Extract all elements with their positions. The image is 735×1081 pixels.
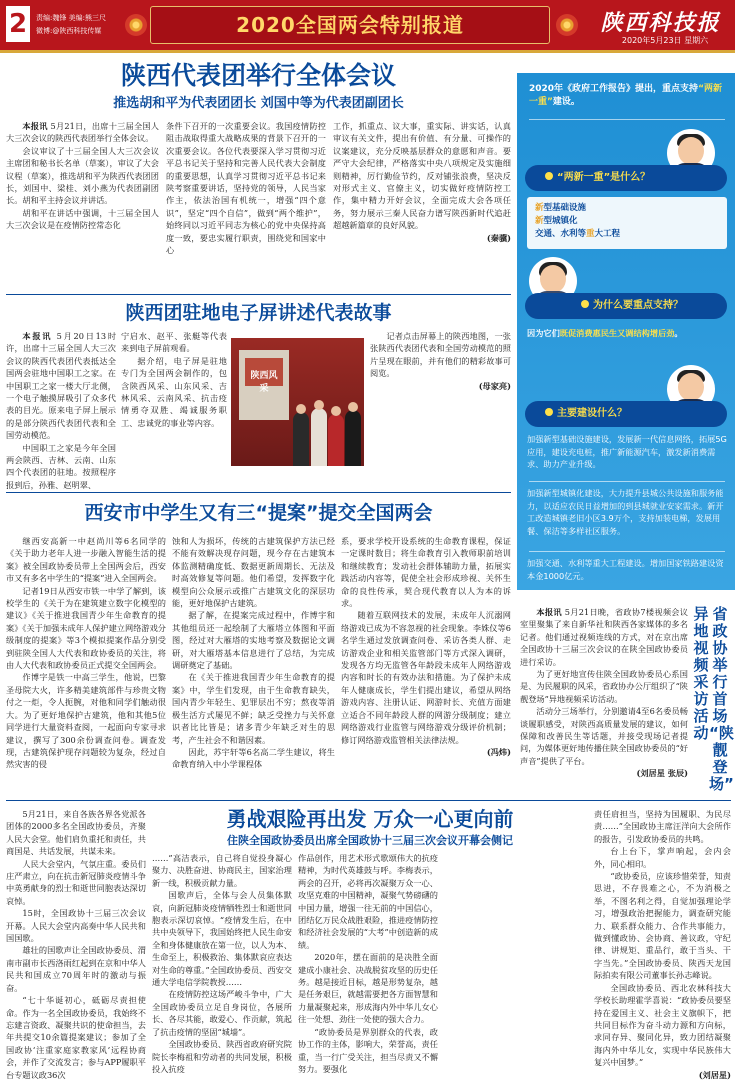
article4-lead: 本报讯 — [536, 607, 562, 617]
article2-text: 记者点击屏幕上的陕西地图，一张张陕西代表团代表和全国劳动模范的照片呈现在眼前，并有他们的精彩故事可阅览。 — [370, 331, 511, 379]
answer-text: 大工程 — [594, 229, 621, 239]
page-number: 2 — [6, 6, 30, 42]
article2-text: 据介绍，电子屏是驻地专门为全国两会制作的，包含陕西风采、山东风采、吉林风采、云南风采、抗击疫情勇夺双胜、竭诚服务职工、忠诚党的事业等内容。 — [121, 355, 227, 428]
sidebar-point-2: 加强新型城镇化建设，大力提升县城公共设施和服务能力，以适应农民日益增加的到县城就业安家需求。新开工改造城镇老旧小区3.9万个，支持加装电梯，发展用餐、保洁等多样社区服务。 — [527, 488, 724, 536]
answer-highlight: 新 — [535, 203, 544, 213]
article1-subtitle: 推选胡和平为代表团团长 刘国中等为代表团副团长 — [113, 96, 404, 111]
article5-text: 责任肩担当，坚持为国履职、为民尽责……”全国政协主席汪洋向大会所作的报告，引发政协委员的共鸣。 — [594, 809, 731, 844]
photo-person-head — [296, 404, 306, 414]
photo-person — [328, 414, 344, 466]
article1-column-2 — [166, 120, 326, 292]
flower-icon — [556, 14, 578, 36]
article3-text: 随着互联网技术的发展，未成年人沉溺网络游戏已成为不容忽视的社会现象。李姝仪等6名学生通过发放调查问卷、采访各类人群、走访游戏企业和相关监管部门等方式深入调研，发现各方均无监管各年龄段未成年人网络游戏内容和时长的有效办法和措施。为了保护未成年人健康成长，学生们提出建议，希望从网络游戏内容、注册认证、网游时长、充值方面建立适合不同年龄段人群的网游分级制度；建立网络游戏行业监管与网络游戏分级评价机制；修订网络游戏监管相关法律法规。 — [341, 610, 511, 745]
answer-text: 交通、水利等 — [535, 229, 587, 239]
section-divider — [6, 492, 511, 493]
sidebar-point-1: 加强新型基础设施建设，发展新一代信息网络，拓展5G应用，建设充电桩，推广新能源汽车，激发新消费需求、助力产业升级。 — [527, 434, 727, 469]
sidebar-answer-1 — [527, 197, 727, 249]
flower-icon — [125, 14, 147, 36]
answer-text: 型城镇化 — [543, 216, 578, 226]
editor-line-2: 微博:@陕西科技传媒 — [36, 27, 102, 35]
article3-text: 在《关于推进我国青少年生命教育的提案》中，学生们发现，由于生命教育缺失，国内青少年轻生、犯罪层出不穷；熬夜等消极生活方式屡见不鲜；缺乏受挫力与关怀意识者比比皆是；诸多青少年缺乏对生的思考，产生社会不和谐因素。 — [172, 672, 335, 745]
sidebar-question-text: 为什么要重点支持？ — [593, 300, 683, 311]
special-report-banner: 2020全国两会特别报道 — [150, 6, 550, 44]
article4-body — [520, 606, 688, 794]
article5-text: “政协委员是界别群众的代表，政协工作的主体，影响大，荣誉高，责任重，当一行广受关注，担当尽责又不懈努力。要强化 — [298, 1026, 438, 1074]
article3-title: 西安市中学生又有三“提案”提交全国两会 — [84, 502, 433, 524]
editor-line-1: 责编:魏锋 美编:熊三尺 — [36, 14, 106, 22]
photo-person — [293, 412, 309, 466]
article5-text: 全国政协委员、西北农林科技大学校长助理霍学喜说：“政协委员要坚持在爱国主义、社会主义旗帜下，把共同目标作为奋斗动力源和方向标，求同存异、聚同化异，致力团结凝聚海内外中华儿女，实现中华民族伟大复兴中国梦。” — [594, 982, 731, 1068]
article5-column-3 — [298, 852, 438, 1074]
article5-column-2 — [152, 852, 292, 1074]
article2-text: 中国职工之家是今年全国两会陕西、吉林、云南、山东四个代表团的驻地。按照程序报到后，孙雅、赵明翠、 — [6, 442, 116, 490]
sidebar-divider — [529, 551, 725, 552]
article1-column-1 — [6, 120, 159, 292]
article4-text: 5月21日晚，省政协7楼视频会议室里聚集了来自新华社和陕西各家媒体的多名记者。他们通过视频连线的方式，对在京出席全国政协十三届三次会议的在陕全国政协委员进行采访。 — [520, 607, 688, 667]
answer-highlight: 重 — [586, 229, 595, 239]
sidebar-divider — [529, 119, 725, 120]
article5-column-4 — [594, 808, 731, 1080]
sidebar-intro — [529, 83, 725, 109]
sidebar-answer-2 — [527, 327, 727, 340]
bullet-icon — [581, 300, 589, 308]
article1-column-3 — [333, 120, 511, 292]
article2-column-1 — [6, 330, 117, 490]
article2-text: 5月20日13时许，出席十三届全国人大三次会议的陕西代表团代表抵达全国两会驻地中国职工之家。在中国职工之家一楼大厅北侧，一个电子触摸屏吸引了众多代表的目光。原来电子屏上展示的是部分陕西代表团代表和全国劳动模范。 — [6, 331, 117, 441]
answer-highlight: 新 — [535, 216, 544, 226]
article1-text: 条件下召开的一次重要会议。我国疫情防控阻击战取得重大战略成果的背景下召开的一次重要会议。各位代表要深入学习贯彻习近平总书记关于坚持和完善人民代表大会制度的重要思想，认真学习贯彻习近平总书记来陕考察重要讲话，坚持党的领导，人民当家作主，依法治国有机统一，增强“四个意识”，坚定“四个自信”，做到“两个维护”，始终同以习近平同志为核心的党中央保持高度一致，要忠实履行职责，围绕党和国家中心 — [166, 121, 326, 256]
newspaper-masthead: 陕西科技报 — [600, 10, 721, 36]
photo-caption: 陕西风采 — [250, 371, 278, 394]
sidebar-divider — [529, 481, 725, 482]
article3-column-3 — [341, 535, 511, 797]
article3-text: 据了解，在提案完成过程中，作博宇和其他组员还一起绘制了大雁塔立体图和平面图，经过对大雁塔的实地考察及数据论文调研，对大雁塔基本信息进行了总结，为完成调研奠定了基础。 — [172, 610, 335, 671]
article3-byline: (冯炜) — [486, 746, 511, 757]
sidebar-question-1 — [525, 165, 727, 191]
sidebar-intro-highlight: “两新一重” — [529, 84, 722, 107]
bullet-icon — [545, 172, 553, 180]
article3-text: 系，要求学校开设系统的生命教育课程，保证一定课时数目；将生命教育引入教师职前培训和继续教育；发动社会群体辅助力量，拓展实践活动内容等，促使全社会形成珍视、关怀生命的良性传承，契合现代教育以人为本的诉求。 — [341, 536, 511, 609]
sidebar-question-text: 主要建设什么？ — [557, 408, 627, 419]
article5-text: 台上台下，掌声响起，会内会外，同心相印。 — [594, 846, 731, 869]
article1-lead: 本报讯 — [22, 121, 48, 131]
photo-person — [311, 408, 327, 466]
article5-text: 15时，全国政协十三届三次会议开幕。人民大会堂内高奏中华人民共和国国歌。 — [6, 908, 146, 944]
article2-title: 陕西团驻地电子屏讲述代表故事 — [125, 302, 392, 324]
article4-vertical-title-line: “陕靓登场” — [709, 724, 734, 793]
two-new-one-heavy-sidebar — [517, 73, 735, 590]
article5-text: 5月21日，来自各族各界各党派各团体的2000多名全国政协委员，齐聚人民大会堂。他们肩负重托和责任，共商国是、共话发展，共谋未来。 — [6, 809, 146, 857]
article5-text: 在疫情防控这场严峻斗争中，广大全国政协委员立足自身岗位，各展所长、各尽其能，敢爱心、作贡献，筑起了抗击疫情的坚固“城墙”。 — [152, 989, 292, 1037]
answer-text: 。 — [674, 328, 683, 338]
article1-text: 胡和平在讲话中强调，十三届全国人大三次会议是在疫情防控常态化 — [6, 207, 159, 231]
article4-byline: (刘居星 张辰) — [636, 768, 688, 779]
article3-column-2 — [172, 535, 335, 797]
photo-person-head — [314, 400, 324, 410]
article4-text: 为了更好地宣传住陕全国政协委员心系国是、为民履职的风采，省政协办公厅组织了“陕靓登场”异地视频采访活动。 — [520, 669, 688, 704]
sidebar-intro-text: 建设。 — [552, 97, 580, 107]
section-divider — [6, 800, 731, 801]
answer-highlight: 既促消费惠民生又调结构增后劲 — [559, 328, 675, 338]
sidebar-question-2 — [525, 293, 727, 319]
sidebar-question-text: “两新一重”是什么？ — [557, 172, 651, 183]
article3-column-1 — [6, 535, 166, 797]
article4-vertical-title-2: 异地视频采访活动 — [693, 605, 709, 742]
article5-text: 人民大会堂内，气氛庄重。委员们庄严肃立，向在抗击新冠肺炎疫情斗争中英勇献身的烈士和逝世同胞表达深切哀悼。 — [6, 858, 146, 906]
article5-byline: (刘居星) — [698, 1069, 731, 1080]
header-gold-rule — [0, 50, 735, 53]
article3-text: 因此，苏宇轩等6名高二学生建议，将生命教育纳入中小学课程体 — [172, 746, 335, 770]
article5-text: 国歌声后，全体与会人员集体默哀，向新冠肺炎疫情牺牲烈士和逝世同胞表示深切哀悼。“疫情发生后，在中共中央领导下，我国始终把人民生命安全和身体健康放在第一位，以人为本、生命至上，积极救治、集体默哀应表达对生命的尊重。”全国政协委员、西安交通大学电信学院教授…… — [152, 890, 292, 988]
article2-lead: 本报讯 — [22, 331, 53, 341]
sidebar-intro-text: 2020年《政府工作报告》提出，重点支持 — [529, 84, 699, 94]
article5-text: 2020年，摆在面前的是决胜全面建成小康社会、决战脱贫攻坚的历史任务。越是接近目标，越是形势复杂，越是任务艰巨，就越需要把各方面智慧和力量凝聚起来，形成海内外中华儿女心往一处想、劲往一处使的强大合力。 — [298, 952, 438, 1025]
article2-text: 宁启水、赵平、张艇等代表来到电子屏前观看。 — [121, 331, 227, 354]
article1-title: 陕西代表团举行全体会议 — [120, 61, 396, 90]
article4-text: 活动分三场举行，分别邀请4至6名委员畅谈履职感受，对陕西高质量发展的建议，如何保障和改善民生等话题，并接受现场记者提问，为媒体更好地传播住陕全国政协委员的“好声音”提供了平台。 — [520, 706, 688, 766]
article3-text: 记者19日从西安市铁一中学了解到，该校学生的《关于为在建筑建立数字化模型的建议》《关于推进我国青少年生命教育的提案》《关于加强未成年人保护建立网络游戏分级制度的提案》等3个模拟提案作品分别受到驻陕全国人大代表和政协委员的关注，将由人大代表和政协委员正式提交全国两会。 — [6, 585, 166, 671]
article3-text: 作博字是铁一中高三学生，他说，巴黎圣母院大火，许多精美建筑部件与珍贵文物付之一炬，令人扼腕，对他和同学们触动很大。为了更好地保护古建筑，他和其他5位同学进行大量资料查阅，一起面向专家寻求建议，撰写了300余份调查问卷。调查发现，古建筑保护现存问题较为复杂，经过自然灾害的侵 — [6, 672, 166, 770]
article3-text: 蚀和人为损坏，传统的古建筑保护方法已经不能有效解决现存问题，现今存在古建筑本体监测精确度低、数据更新周期长、无法及时高效修复等问题。他们希望，发挥数字化模型向公众展示或推广古建筑文化的深层功能，更好地保护古建筑。 — [172, 536, 335, 609]
article2-column-2 — [121, 330, 227, 480]
section-divider — [6, 294, 511, 295]
sidebar-point-3: 加强交通、水利等重大工程建设。增加国家铁路建设资本金1000亿元。 — [527, 558, 724, 581]
issue-date: 2020年5月23日 星期六 — [621, 36, 709, 45]
article5-column-1 — [6, 808, 146, 1080]
article5-text: ……”高洁表示，自己将自觉投身凝心聚力、决胜奋进、协商民主，国家治理新一线，积极贡献力量。 — [152, 853, 292, 888]
article1-byline: (秦骥) — [486, 232, 511, 243]
article5-text: “政协委员，应该珍惜荣誉，知责思进，不存畏难之心，不为消极之举，不图名利之得，自觉加强理论学习，增强政治把握能力，调查研究能力、联系群众能力、合作共事能力，做到懂政协、会协商、善议政，守纪律、讲规矩、重品行，敢于当头、干字当先。”全国政协委员、陕西天龙国际拍卖有限公司董事长孙志峰说。 — [594, 871, 731, 981]
answer-text: 型基础设施 — [543, 203, 587, 213]
article1-text: 工作，抓重点、议大事，重实际、讲实话，认真审议有关文件，提出有价值、有分量、可操作的议案建议，充分反映基层群众的意愿和声音。要严守大会纪律，严格落实中央八项规定及实施细则精神，厉行勤俭节约，反对铺张浪费，坚决反对形式主义、官僚主义，切实做好疫情防控工作，集中精力开好会议，全面完成大会各项任务，努力展示三秦人民奋力谱写陕西新时代追赶超越新篇章的良好风貌。 — [333, 121, 511, 231]
article5-text: 全国政协委员、陕西省政府研究院院长李梅祖和劳动者的共同发展，积极投入抗疫 — [152, 1039, 292, 1074]
article5-text: “七十华诞初心，砥砺尽责担使命。作为一名全国政协委员，我始终不忘建言资政、凝聚共识的使命担当，去年共提交10余篇提案建议；参加了全国政协‘注重家庭家教家风’远程协商会，并作了交流发言；参与APP履职平台专题议政36次 — [6, 995, 146, 1080]
article5-text: 作品创作，用艺术形式歌颂伟大的抗疫精神，为时代英雄鼓与呼。李梅表示，两会的召开，必将再次凝聚万众一心、攻坚克难的中国精神，凝聚气势磅礴的中国力量，增强一往无前的中国信心，团结亿万民众战胜艰险，推进疫情防控和经济社会发展的“大考”中创造新的成绩。 — [298, 853, 438, 950]
photo-person-head — [331, 406, 341, 416]
article1-text: 会议审议了十三届全国人大三次会议主席团和秘书长名单（草案），审议了大会议程（草案），推选胡和平为陕西代表团团长，刘国中、梁桂、刘小燕为代表团副团长。胡和平主持会议并讲话。 — [6, 145, 159, 206]
article2-photo — [231, 338, 364, 466]
article4-vertical-title-line: 省政协举行首场 — [712, 605, 728, 725]
article5-text: 雄壮的国歌声让全国政协委员、渭南市副市长西洛雨红起到在京和中华人民共和国成立70周年时的激动与振奋。 — [6, 945, 146, 993]
sidebar-question-3 — [525, 401, 727, 427]
article5-title: 勇战艰险再出发 万众一心更向前 — [226, 807, 514, 831]
photo-person — [345, 410, 361, 466]
article2-byline: (母家亮) — [478, 380, 511, 391]
article2-column-3 — [370, 330, 511, 480]
article3-text: 继西安高新一中赵尚川等6名同学的《关于助力老年人进一步融入智能生活的提案》被全国政协委员带上全国两会后，西安市又有多名中学生的“提案”进入全国两会。 — [6, 536, 166, 584]
article4-vertical-title — [709, 605, 734, 793]
article5-subtitle: 住陕全国政协委员出席全国政协十三届三次会议开幕会侧记 — [227, 834, 513, 847]
answer-text: 因为它们 — [527, 328, 560, 338]
article5-column-3b — [444, 852, 588, 1070]
article1-text: 5月21日，出席十三届全国人大三次会议的陕西代表团举行全体会议。 — [6, 121, 159, 144]
bullet-icon — [545, 408, 553, 416]
photo-person-head — [348, 402, 358, 412]
